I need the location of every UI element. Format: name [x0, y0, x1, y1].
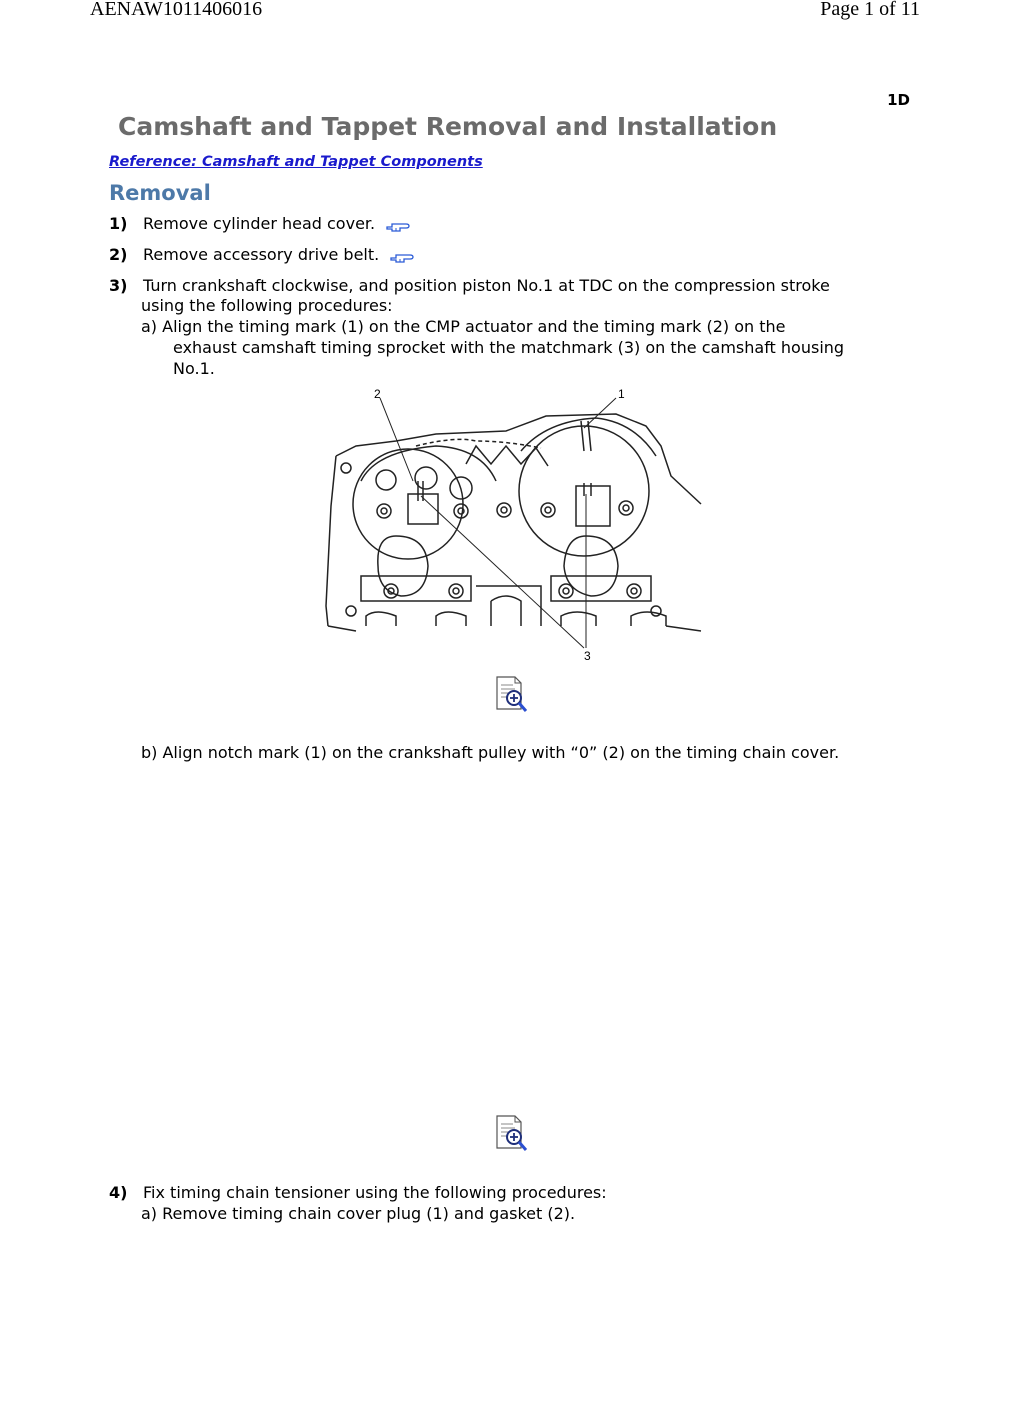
substep-3a-line1: a) Align the timing mark (1) on the CMP actuator and the timing mark (2) on the [141, 317, 786, 336]
step-3 [109, 276, 830, 296]
camshaft-timing-diagram [316, 386, 708, 662]
section-code: 1D [887, 91, 910, 109]
callout-3: 3 [584, 649, 591, 662]
step-3-continuation: using the following procedures: [141, 296, 393, 315]
callout-1: 1 [618, 387, 625, 401]
step-number: 2) [109, 245, 128, 264]
step-number: 4) [109, 1183, 128, 1202]
page-title: Camshaft and Tappet Removal and Installation [118, 112, 778, 141]
step-text: Remove cylinder head cover. [143, 214, 376, 233]
substep-3a-line3: No.1. [173, 359, 215, 378]
hand-pointer-icon[interactable] [390, 249, 416, 263]
substep-3b: b) Align notch mark (1) on the crankshaft pulley with “0” (2) on the timing chain cover. [141, 743, 840, 762]
step-2 [109, 245, 416, 265]
step-text: Turn crankshaft clockwise, and position piston No.1 at TDC on the compression stroke [143, 276, 830, 295]
substep-4a: a) Remove timing chain cover plug (1) and gasket (2). [141, 1204, 576, 1223]
document-id: AENAW1011406016 [90, 0, 263, 20]
hand-pointer-icon[interactable] [386, 218, 412, 232]
step-number: 1) [109, 214, 128, 233]
substep-3a-line2: exhaust camshaft timing sprocket with the matchmark (3) on the camshaft housing [173, 338, 845, 357]
reference-link[interactable]: Reference: Camshaft and Tappet Components [109, 154, 483, 170]
step-text: Remove accessory drive belt. [143, 245, 380, 264]
zoom-image-icon[interactable] [495, 675, 529, 715]
step-1 [109, 214, 412, 234]
step-4 [109, 1183, 607, 1203]
zoom-image-icon[interactable] [495, 1114, 529, 1154]
page-indicator: Page 1 of 11 [820, 0, 920, 20]
step-text: Fix timing chain tensioner using the following procedures: [143, 1183, 607, 1202]
step-number: 3) [109, 276, 128, 295]
removal-heading: Removal [109, 181, 211, 205]
callout-2: 2 [374, 387, 381, 401]
